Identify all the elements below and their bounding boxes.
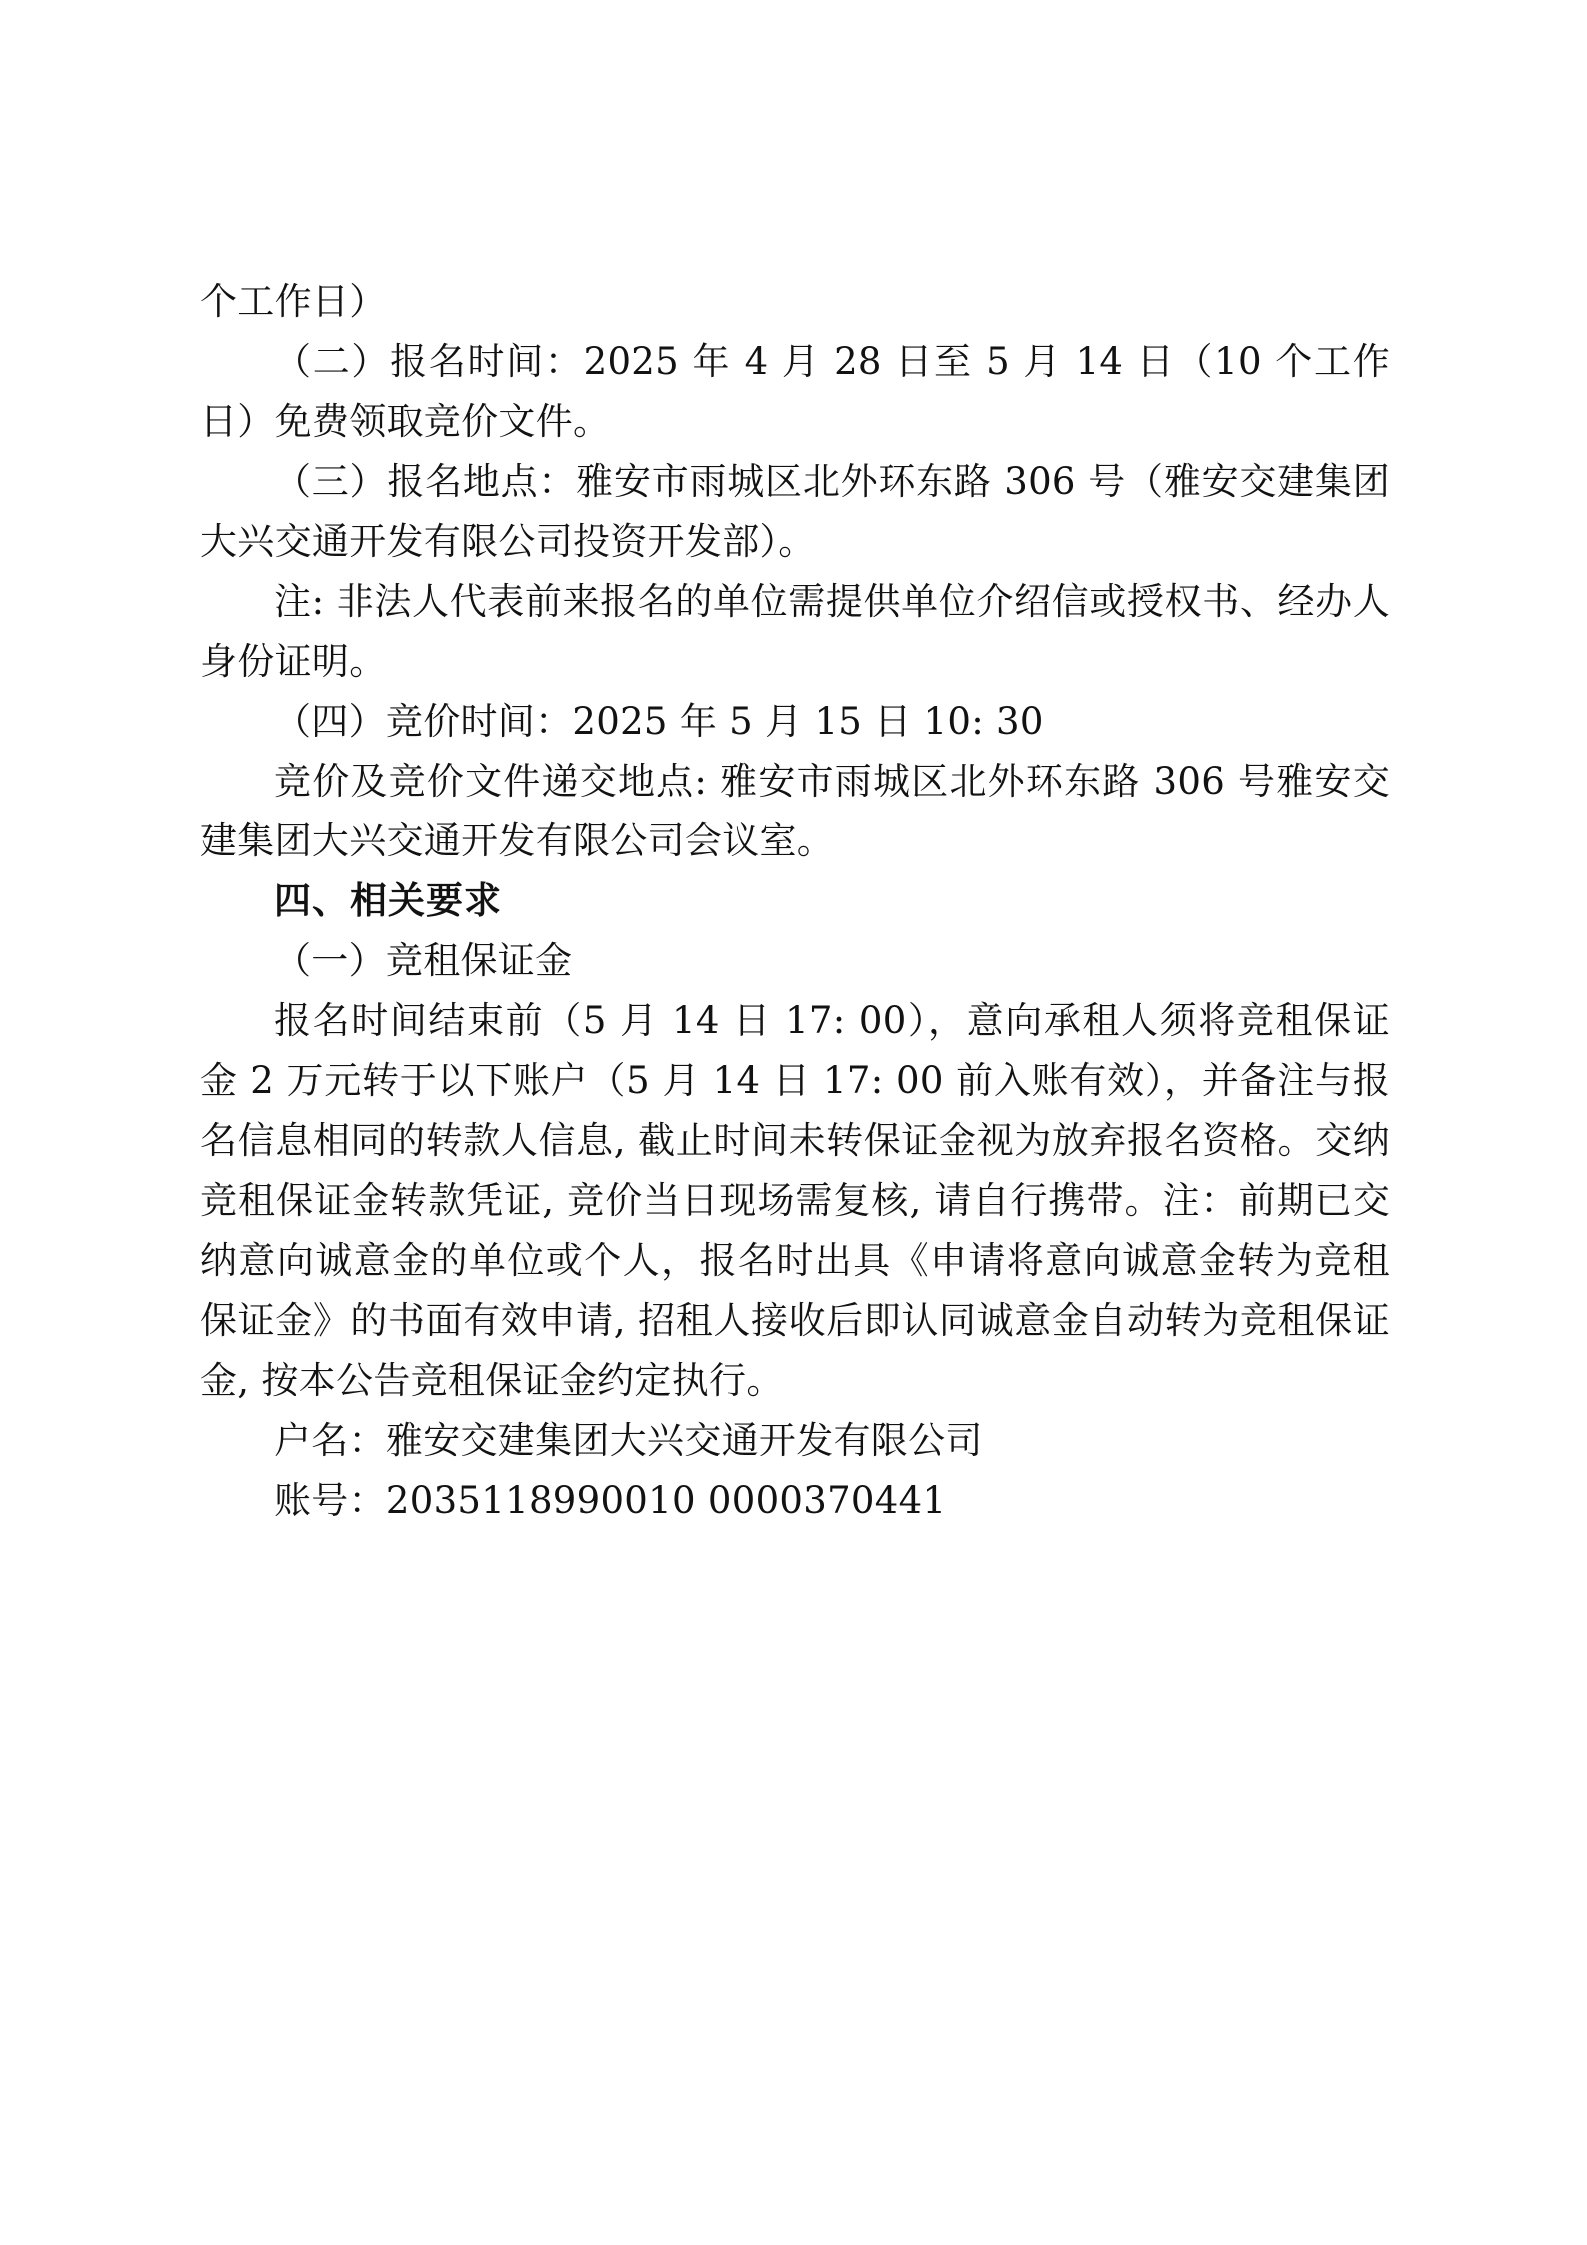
paragraph-registration-place: （三）报名地点：雅安市雨城区北外环东路 306 号（雅安交建集团大兴交通开发有限公司投资开发部）。 [200,459,1390,563]
heading-subsection-one: （一）竞租保证金 [274,939,573,983]
paragraph-account-number: 账号：2035118990010 0000370441 [274,1478,947,1522]
paragraph-registration-note: 注: 非法人代表前来报名的单位需提供单位介绍信或授权书、经办人身份证明。 [200,579,1390,683]
paragraph-bidding-time: （四）竞价时间：2025 年 5 月 15 日 10: 30 [274,699,1044,743]
heading-section-four: 四、相关要求 [274,878,502,923]
paragraph-deposit-requirements: 报名时间结束前（5 月 14 日 17: 00），意向承租人须将竞租保证金 2 万元转于以下账户（5 月 14 日 17: 00 前入账有效），并备注与报名信息相同的转款人信息, 截止时间未转保证金视为放弃报名资格。交纳竞租保证金转款凭证, 竞价当日现场需复核, 请自行携带。注：前期已交纳意向诚意金的单位或个人，报名时出具《申请将意向诚意金转为竞租保证金》的书面有效申请, 招租人接收后即认同诚意金自动转为竞租保证金, 按本公告竞租保证金约定执行。 [200,999,1390,1402]
paragraph-line-continued-workdays: 个工作日） [200,280,387,323]
paragraph-bidding-place: 竞价及竞价文件递交地点: 雅安市雨城区北外环东路 306 号雅安交建集团大兴交通开发有限公司会议室。 [200,759,1390,863]
paragraph-account-name: 户名：雅安交建集团大兴交通开发有限公司 [274,1418,983,1462]
document-body [200,272,1390,1531]
paragraph-registration-time: （二）报名时间：2025 年 4 月 28 日至 5 月 14 日（10 个工作日）免费领取竞价文件。 [200,339,1390,443]
